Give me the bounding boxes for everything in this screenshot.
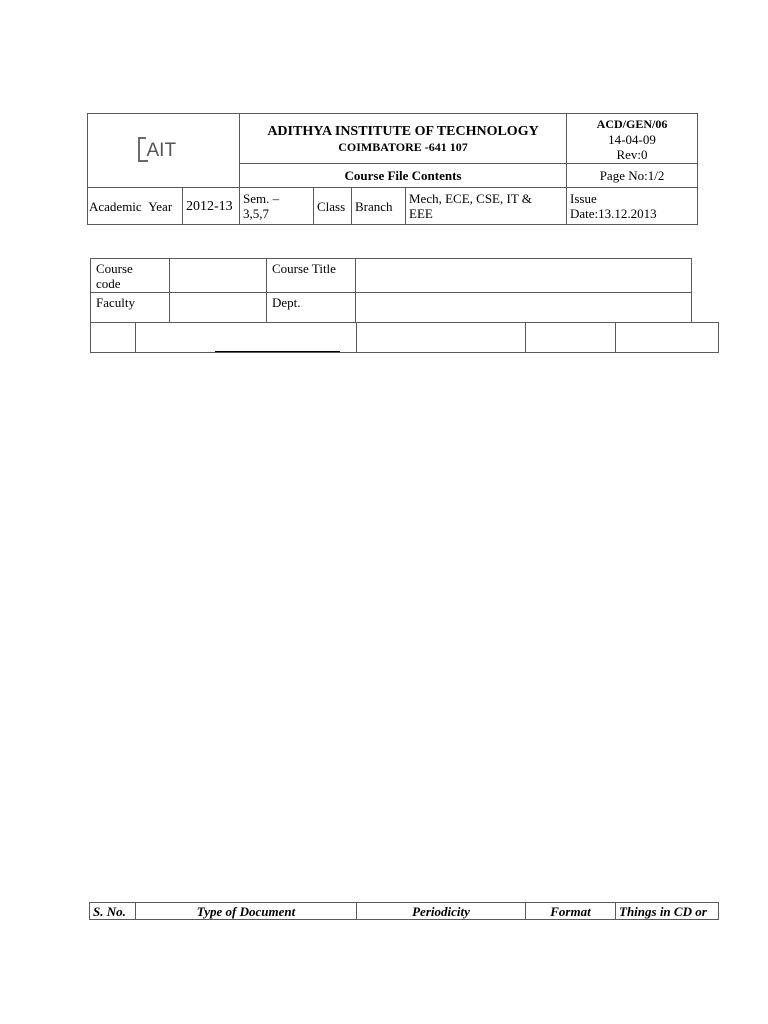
col-header-format: Format (526, 903, 616, 920)
issue-date-cell: Issue Date:13.12.2013 (567, 188, 698, 225)
dept-label: Dept. (267, 293, 356, 323)
doc-code-cell (567, 114, 698, 164)
empty-cell (91, 323, 136, 353)
branch-label: Branch (352, 188, 406, 225)
course-code-label: Course code (91, 259, 170, 293)
class-label: Class (314, 188, 352, 225)
empty-entry-row (90, 322, 719, 353)
faculty-field[interactable] (170, 293, 267, 323)
empty-cell (616, 323, 719, 353)
institute-city: COIMBATORE -641 107 (338, 140, 468, 154)
dept-field[interactable] (356, 293, 692, 323)
institute-cell (240, 114, 567, 164)
empty-cell (136, 323, 357, 353)
semester-cell: Sem. – 3,5,7 (240, 188, 314, 225)
course-code-field[interactable] (170, 259, 267, 293)
course-title-label: Course Title (267, 259, 356, 293)
col-header-sno: S. No. (90, 903, 136, 920)
page-title: Course File Contents (240, 164, 567, 188)
doc-code: ACD/GEN/06 (596, 116, 668, 131)
course-info-table (90, 258, 692, 323)
ait-logo: AIT (138, 134, 190, 164)
branch-value: Mech, ECE, CSE, IT & EEE (406, 188, 567, 225)
col-header-periodicity: Periodicity (357, 903, 526, 920)
document-header-table (87, 113, 698, 225)
col-header-type-of-document: Type of Document (136, 903, 357, 920)
doc-date: 14-04-09 (608, 131, 656, 147)
institute-name: ADITHYA INSTITUTE OF TECHNOLOGY (267, 124, 539, 139)
empty-cell (526, 323, 616, 353)
academic-year-value: 2012-13 (183, 188, 240, 225)
underline-rule (215, 351, 340, 352)
page-number: Page No:1/2 (567, 164, 698, 188)
course-title-field[interactable] (356, 259, 692, 293)
revision: Rev:0 (616, 146, 648, 162)
documents-table (89, 902, 719, 920)
logo-cell (88, 114, 240, 188)
empty-cell (357, 323, 526, 353)
academic-year-label: Academic Year (88, 188, 183, 225)
col-header-things-in-cd: Things in CD or (616, 903, 719, 920)
faculty-label: Faculty (91, 293, 170, 323)
